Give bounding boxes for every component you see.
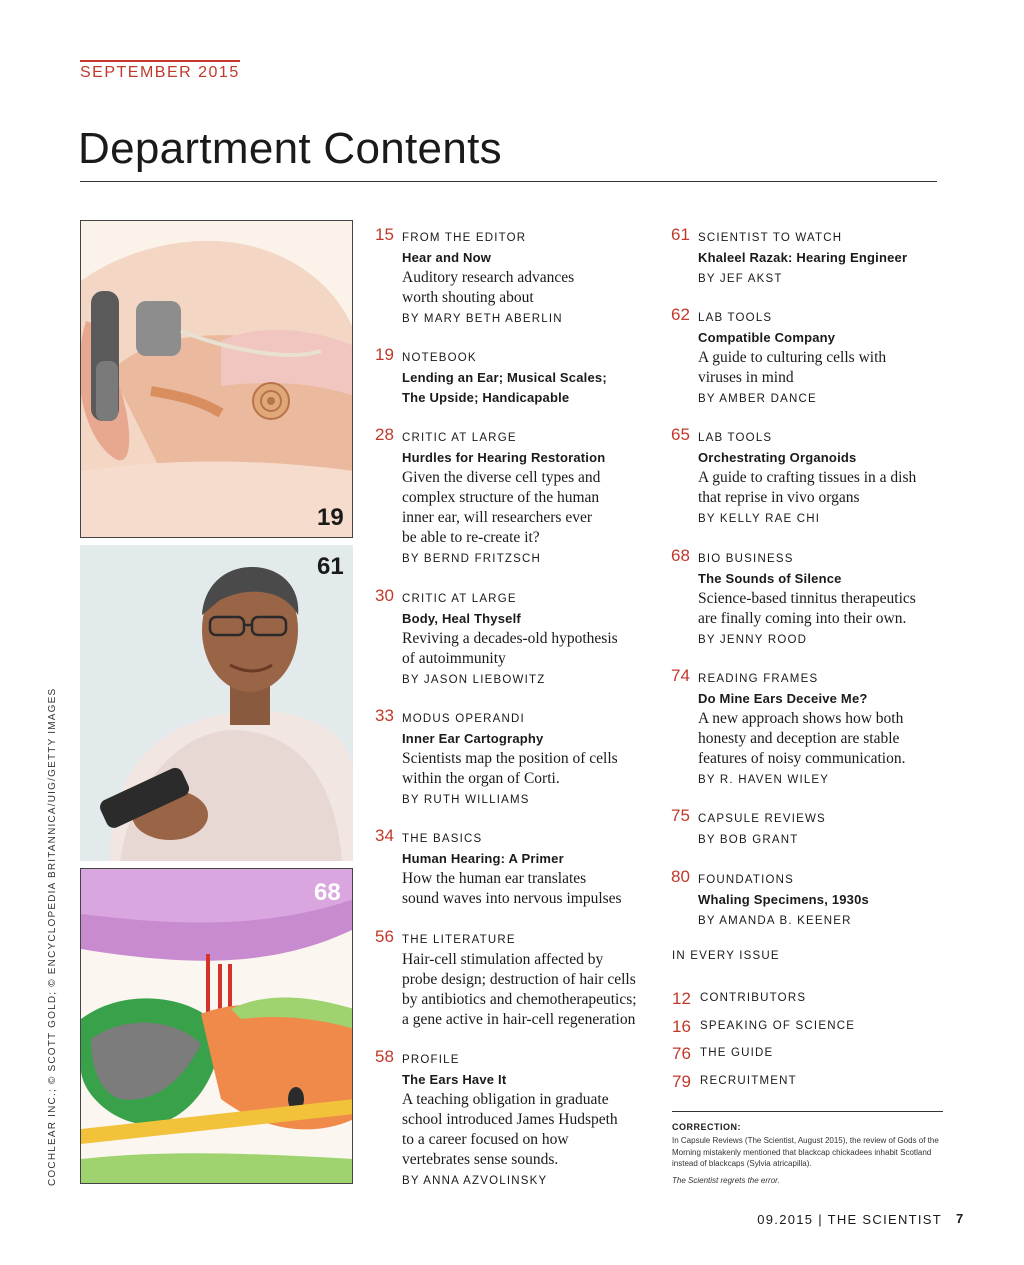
toc-entry[interactable] bbox=[671, 867, 931, 931]
entry-headline[interactable]: Compatible Company bbox=[698, 330, 836, 345]
entry-deck: Science-based tinnitus therapeutics bbox=[698, 590, 916, 607]
entry-deck: probe design; destruction of hair cells bbox=[402, 971, 636, 988]
entry-page-number: 62 bbox=[671, 305, 690, 324]
portrait-graphic bbox=[80, 545, 353, 861]
entry-deck: are finally coming into their own. bbox=[698, 610, 907, 627]
entry-deck: to a career focused on how bbox=[402, 1131, 569, 1148]
issue-rule bbox=[80, 60, 240, 62]
entry-deck: by antibiotics and chemotherapeutics; bbox=[402, 991, 637, 1008]
toc-entry[interactable] bbox=[375, 586, 635, 690]
toc-entry[interactable] bbox=[375, 225, 635, 329]
issue-item-page-number: 16 bbox=[672, 1017, 691, 1036]
entry-byline: BY ANNA AZVOLINSKY bbox=[402, 1175, 548, 1187]
entry-byline: BY RUTH WILLIAMS bbox=[402, 794, 530, 806]
entry-department: LAB TOOLS bbox=[698, 312, 773, 324]
entry-department: CRITIC AT LARGE bbox=[402, 432, 517, 444]
entry-headline[interactable]: The Ears Have It bbox=[402, 1072, 507, 1087]
entry-byline: BY BOB GRANT bbox=[698, 834, 799, 846]
entry-department: CAPSULE REVIEWS bbox=[698, 813, 826, 825]
entry-department: NOTEBOOK bbox=[402, 352, 477, 364]
entry-byline: BY JASON LIEBOWITZ bbox=[402, 674, 546, 686]
toc-entry[interactable] bbox=[375, 927, 655, 1030]
toc-entry[interactable] bbox=[671, 546, 931, 650]
page-number: 7 bbox=[956, 1211, 964, 1226]
entry-headline[interactable]: The Sounds of Silence bbox=[698, 571, 842, 586]
entry-department: FOUNDATIONS bbox=[698, 874, 795, 886]
entry-byline: BY JENNY ROOD bbox=[698, 634, 808, 646]
in-every-issue-heading: IN EVERY ISSUE bbox=[672, 950, 780, 962]
issue-item-label: THE GUIDE bbox=[700, 1047, 774, 1059]
correction-note: The Scientist regrets the error. bbox=[672, 1176, 780, 1185]
issue-item-page-number: 12 bbox=[672, 989, 691, 1008]
entry-headline[interactable]: Body, Heal Thyself bbox=[402, 611, 521, 626]
toc-entry[interactable] bbox=[671, 806, 931, 850]
entry-deck: school introduced James Hudspeth bbox=[402, 1111, 618, 1128]
entry-deck: honesty and deception are stable bbox=[698, 730, 900, 747]
footer-folio: 09.2015 | THE SCIENTIST bbox=[757, 1212, 942, 1227]
entry-deck: vertebrates sense sounds. bbox=[402, 1151, 559, 1168]
photo-credit: COCHLEAR INC.; © SCOTT GOLD; © ENCYCLOPEDIA BRITANNICA/UIG/GETTY IMAGES bbox=[47, 687, 58, 1186]
entry-department: THE BASICS bbox=[402, 833, 483, 845]
entry-department: SCIENTIST TO WATCH bbox=[698, 232, 843, 244]
issue-date: SEPTEMBER 2015 bbox=[80, 64, 240, 81]
issue-item-label: SPEAKING OF SCIENCE bbox=[700, 1020, 856, 1032]
toc-entry[interactable] bbox=[671, 425, 931, 529]
photo-organ-illustration[interactable] bbox=[80, 868, 353, 1184]
entry-deck: Reviving a decades-old hypothesis bbox=[402, 630, 618, 647]
toc-entry[interactable] bbox=[375, 345, 635, 408]
entry-page-number: 58 bbox=[375, 1047, 394, 1066]
page-title: Department Contents bbox=[78, 124, 502, 173]
issue-item-label: RECRUITMENT bbox=[700, 1075, 797, 1087]
photo-page-number: 68 bbox=[314, 879, 341, 906]
toc-entry[interactable] bbox=[671, 305, 931, 409]
entry-deck: A new approach shows how both bbox=[698, 710, 904, 727]
entry-byline: BY MARY BETH ABERLIN bbox=[402, 313, 563, 325]
entry-deck: A guide to crafting tissues in a dish bbox=[698, 469, 917, 486]
entry-deck: within the organ of Corti. bbox=[402, 770, 560, 787]
correction-text: In Capsule Reviews (The Scientist, August 2015), the review of Gods of the Morning mistakenly mentioned that blackcap chickadees inhabit Scotland instead of blackcaps (Sylvia atricapilla). bbox=[672, 1136, 939, 1168]
entry-byline: BY R. HAVEN WILEY bbox=[698, 774, 830, 786]
entry-headline[interactable]: Whaling Specimens, 1930s bbox=[698, 892, 869, 907]
entry-department: FROM THE EDITOR bbox=[402, 232, 527, 244]
entry-page-number: 15 bbox=[375, 225, 394, 244]
entry-deck: Scientists map the position of cells bbox=[402, 750, 618, 767]
photo-page-number: 61 bbox=[317, 553, 344, 580]
entry-deck: sound waves into nervous impulses bbox=[402, 890, 622, 907]
entry-page-number: 56 bbox=[375, 927, 394, 946]
entry-deck: be able to re-create it? bbox=[402, 529, 540, 546]
entry-department: READING FRAMES bbox=[698, 673, 819, 685]
toc-entry[interactable] bbox=[671, 666, 931, 790]
photo-page-number: 19 bbox=[317, 504, 344, 531]
entry-headline[interactable]: Orchestrating Organoids bbox=[698, 450, 857, 465]
entry-page-number: 75 bbox=[671, 806, 690, 825]
correction-heading: CORRECTION: bbox=[672, 1122, 741, 1132]
entry-deck: viruses in mind bbox=[698, 369, 794, 386]
entry-deck: that reprise in vivo organs bbox=[698, 489, 860, 506]
title-rule bbox=[80, 181, 937, 182]
entry-headline[interactable]: Human Hearing: A Primer bbox=[402, 851, 564, 866]
toc-entry[interactable] bbox=[671, 225, 931, 289]
entry-headline[interactable]: Lending an Ear; Musical Scales; bbox=[402, 370, 607, 385]
toc-entry[interactable] bbox=[375, 425, 635, 569]
entry-page-number: 68 bbox=[671, 546, 690, 565]
entry-byline: BY JEF AKST bbox=[698, 273, 783, 285]
entry-deck: Hair-cell stimulation affected by bbox=[402, 951, 604, 968]
entry-page-number: 34 bbox=[375, 826, 394, 845]
entry-headline[interactable]: The Upside; Handicapable bbox=[402, 390, 570, 405]
correction-rule bbox=[672, 1111, 943, 1112]
entry-headline[interactable]: Hurdles for Hearing Restoration bbox=[402, 450, 606, 465]
issue-item-page-number: 76 bbox=[672, 1044, 691, 1063]
organ-illustration-graphic bbox=[81, 869, 353, 1184]
entry-byline: BY AMBER DANCE bbox=[698, 393, 817, 405]
entry-deck: A teaching obligation in graduate bbox=[402, 1091, 609, 1108]
entry-page-number: 80 bbox=[671, 867, 690, 886]
entry-department: PROFILE bbox=[402, 1054, 460, 1066]
toc-entry[interactable] bbox=[375, 826, 635, 909]
entry-page-number: 19 bbox=[375, 345, 394, 364]
entry-deck: How the human ear translates bbox=[402, 870, 587, 887]
entry-byline: BY KELLY RAE CHI bbox=[698, 513, 821, 525]
entry-deck: Given the diverse cell types and bbox=[402, 469, 601, 486]
entry-headline[interactable]: Khaleel Razak: Hearing Engineer bbox=[698, 250, 908, 265]
photo-ear-illustration[interactable] bbox=[80, 220, 353, 538]
entry-department: LAB TOOLS bbox=[698, 432, 773, 444]
photo-portrait[interactable] bbox=[80, 545, 353, 861]
entry-byline: BY AMANDA B. KEENER bbox=[698, 915, 852, 927]
entry-deck: features of noisy communication. bbox=[698, 750, 906, 767]
entry-headline[interactable]: Do Mine Ears Deceive Me? bbox=[698, 691, 868, 706]
entry-deck: of autoimmunity bbox=[402, 650, 506, 667]
entry-page-number: 30 bbox=[375, 586, 394, 605]
issue-item-page-number: 79 bbox=[672, 1072, 691, 1091]
entry-deck: inner ear, will researchers ever bbox=[402, 509, 593, 526]
toc-entry[interactable] bbox=[375, 1047, 635, 1191]
issue-item-label: CONTRIBUTORS bbox=[700, 992, 807, 1004]
entry-headline[interactable]: Hear and Now bbox=[402, 250, 492, 265]
ear-illustration-graphic bbox=[81, 221, 353, 538]
entry-page-number: 33 bbox=[375, 706, 394, 725]
entry-deck: complex structure of the human bbox=[402, 489, 600, 506]
entry-deck: a gene active in hair-cell regeneration bbox=[402, 1011, 636, 1028]
toc-entry[interactable] bbox=[375, 706, 635, 810]
entry-department: CRITIC AT LARGE bbox=[402, 593, 517, 605]
entry-page-number: 28 bbox=[375, 425, 394, 444]
entry-deck: worth shouting about bbox=[402, 289, 534, 306]
entry-page-number: 74 bbox=[671, 666, 690, 685]
entry-department: THE LITERATURE bbox=[402, 934, 516, 946]
entry-headline[interactable]: Inner Ear Cartography bbox=[402, 731, 544, 746]
entry-byline: BY BERND FRITZSCH bbox=[402, 553, 542, 565]
entry-page-number: 65 bbox=[671, 425, 690, 444]
entry-deck: A guide to culturing cells with bbox=[698, 349, 887, 366]
entry-deck: Auditory research advances bbox=[402, 269, 575, 286]
entry-page-number: 61 bbox=[671, 225, 690, 244]
entry-department: BIO BUSINESS bbox=[698, 553, 794, 565]
entry-department: MODUS OPERANDI bbox=[402, 713, 525, 725]
